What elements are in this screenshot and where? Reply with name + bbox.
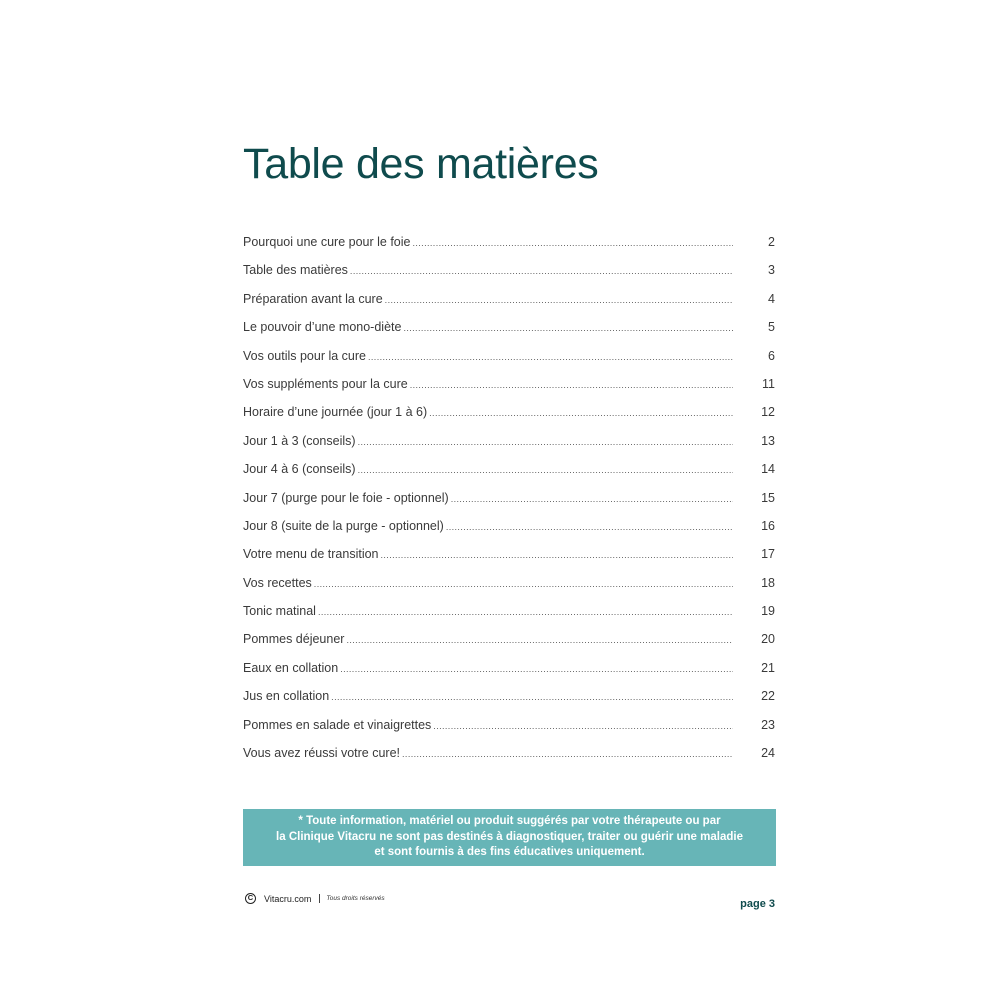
toc-entry (243, 711, 775, 739)
page-title: Table des matières (243, 140, 599, 188)
toc-entry-label: Jus en collation (243, 689, 330, 704)
toc-entry (243, 682, 775, 710)
toc-entry-label: Jour 8 (suite de la purge - optionnel) (243, 518, 444, 533)
toc-entry-label: Eaux en collation (243, 660, 339, 675)
toc-entry-label: Vos outils pour la cure (243, 348, 366, 363)
toc-entry (243, 455, 775, 483)
toc-entry-page: 22 (761, 689, 775, 704)
toc-dot-leader (318, 598, 733, 626)
toc-dot-leader (451, 485, 733, 513)
toc-entry-label: Vos suppléments pour la cure (243, 376, 408, 391)
footer-copyright (245, 893, 385, 904)
toc-entry-label: Pourquoi une cure pour le foie (243, 235, 411, 249)
toc-entry-label: Préparation avant la cure (243, 291, 383, 306)
toc-entry-label: Le pouvoir d’une mono-diète (243, 320, 402, 335)
toc-dot-leader (331, 683, 733, 711)
toc-entry-label: Pommes déjeuner (243, 632, 345, 647)
toc-entry-page: 17 (761, 547, 775, 562)
toc-entry-label: Jour 1 à 3 (conseils) (243, 433, 356, 448)
toc-dot-leader (410, 371, 733, 399)
rights-notice: Tous droits réservés (326, 895, 385, 902)
toc-entry-label: Vous avez réussi votre cure! (243, 746, 401, 761)
toc-dot-leader (314, 570, 733, 598)
toc-entry-page: 16 (761, 518, 775, 533)
toc-entry-page: 5 (768, 320, 775, 335)
toc-entry (243, 370, 775, 398)
toc-dot-leader (402, 740, 733, 768)
toc-dot-leader (385, 286, 733, 314)
toc-entry-page: 3 (768, 263, 775, 278)
footer-divider (319, 894, 320, 903)
page-number: page 3 (740, 898, 775, 910)
toc-entry-page: 4 (768, 291, 775, 306)
toc-entry-page: 11 (762, 376, 775, 391)
disclaimer-line: * Toute information, matériel ou produit suggérés par votre thérapeute ou par (298, 815, 721, 828)
toc-entry-page: 2 (768, 235, 775, 249)
toc-entry (243, 540, 775, 568)
toc-entry (243, 427, 775, 455)
toc-entry (243, 313, 775, 341)
toc-entry (243, 285, 775, 313)
toc-entry (243, 342, 775, 370)
toc-dot-leader (381, 541, 734, 569)
toc-entry-label: Table des matières (243, 263, 348, 278)
toc-entry (243, 256, 775, 284)
toc-entry-label: Jour 4 à 6 (conseils) (243, 462, 356, 477)
disclaimer-line: la Clinique Vitacru ne sont pas destinés à diagnostiquer, traiter ou guérir une maladie (276, 830, 743, 843)
toc-dot-leader (350, 257, 733, 285)
toc-entry (243, 398, 775, 426)
toc-dot-leader (346, 626, 733, 654)
table-of-contents (243, 228, 775, 767)
toc-entry (243, 625, 775, 653)
toc-dot-leader (446, 513, 733, 541)
toc-entry-label: Jour 7 (purge pour le foie - optionnel) (243, 490, 449, 505)
copyright-icon: C (245, 893, 256, 904)
toc-entry-page: 23 (761, 717, 775, 732)
toc-entry-page: 20 (761, 632, 775, 647)
toc-entry (243, 739, 775, 767)
toc-entry-label: Votre menu de transition (243, 547, 379, 562)
toc-entry-page: 18 (761, 575, 775, 590)
toc-dot-leader (403, 314, 733, 342)
toc-entry-page: 12 (761, 405, 775, 420)
toc-entry-page: 19 (761, 604, 775, 619)
toc-entry (243, 597, 775, 625)
toc-entry-page: 21 (761, 660, 775, 675)
toc-entry (243, 228, 775, 256)
toc-entry (243, 654, 775, 682)
toc-entry-page: 15 (761, 490, 775, 505)
toc-dot-leader (412, 229, 733, 257)
toc-entry (243, 512, 775, 540)
toc-entry (243, 484, 775, 512)
toc-entry-label: Tonic matinal (243, 604, 316, 619)
toc-entry-label: Horaire d’une journée (jour 1 à 6) (243, 405, 428, 420)
toc-dot-leader (358, 456, 733, 484)
brand-name: Vitacru.com (264, 893, 312, 904)
toc-entry-page: 13 (761, 433, 775, 448)
toc-dot-leader (358, 428, 733, 456)
toc-dot-leader (429, 399, 733, 427)
toc-entry (243, 569, 775, 597)
toc-entry-label: Vos recettes (243, 575, 312, 590)
toc-entry-label: Pommes en salade et vinaigrettes (243, 717, 432, 732)
toc-dot-leader (368, 343, 733, 371)
disclaimer-box (243, 809, 776, 866)
toc-entry-page: 24 (761, 746, 775, 761)
disclaimer-line: et sont fournis à des fins éducatives uniquement. (374, 846, 645, 859)
toc-entry-page: 14 (761, 462, 775, 477)
toc-entry-page: 6 (768, 348, 775, 363)
toc-dot-leader (433, 712, 733, 740)
toc-dot-leader (340, 655, 733, 683)
